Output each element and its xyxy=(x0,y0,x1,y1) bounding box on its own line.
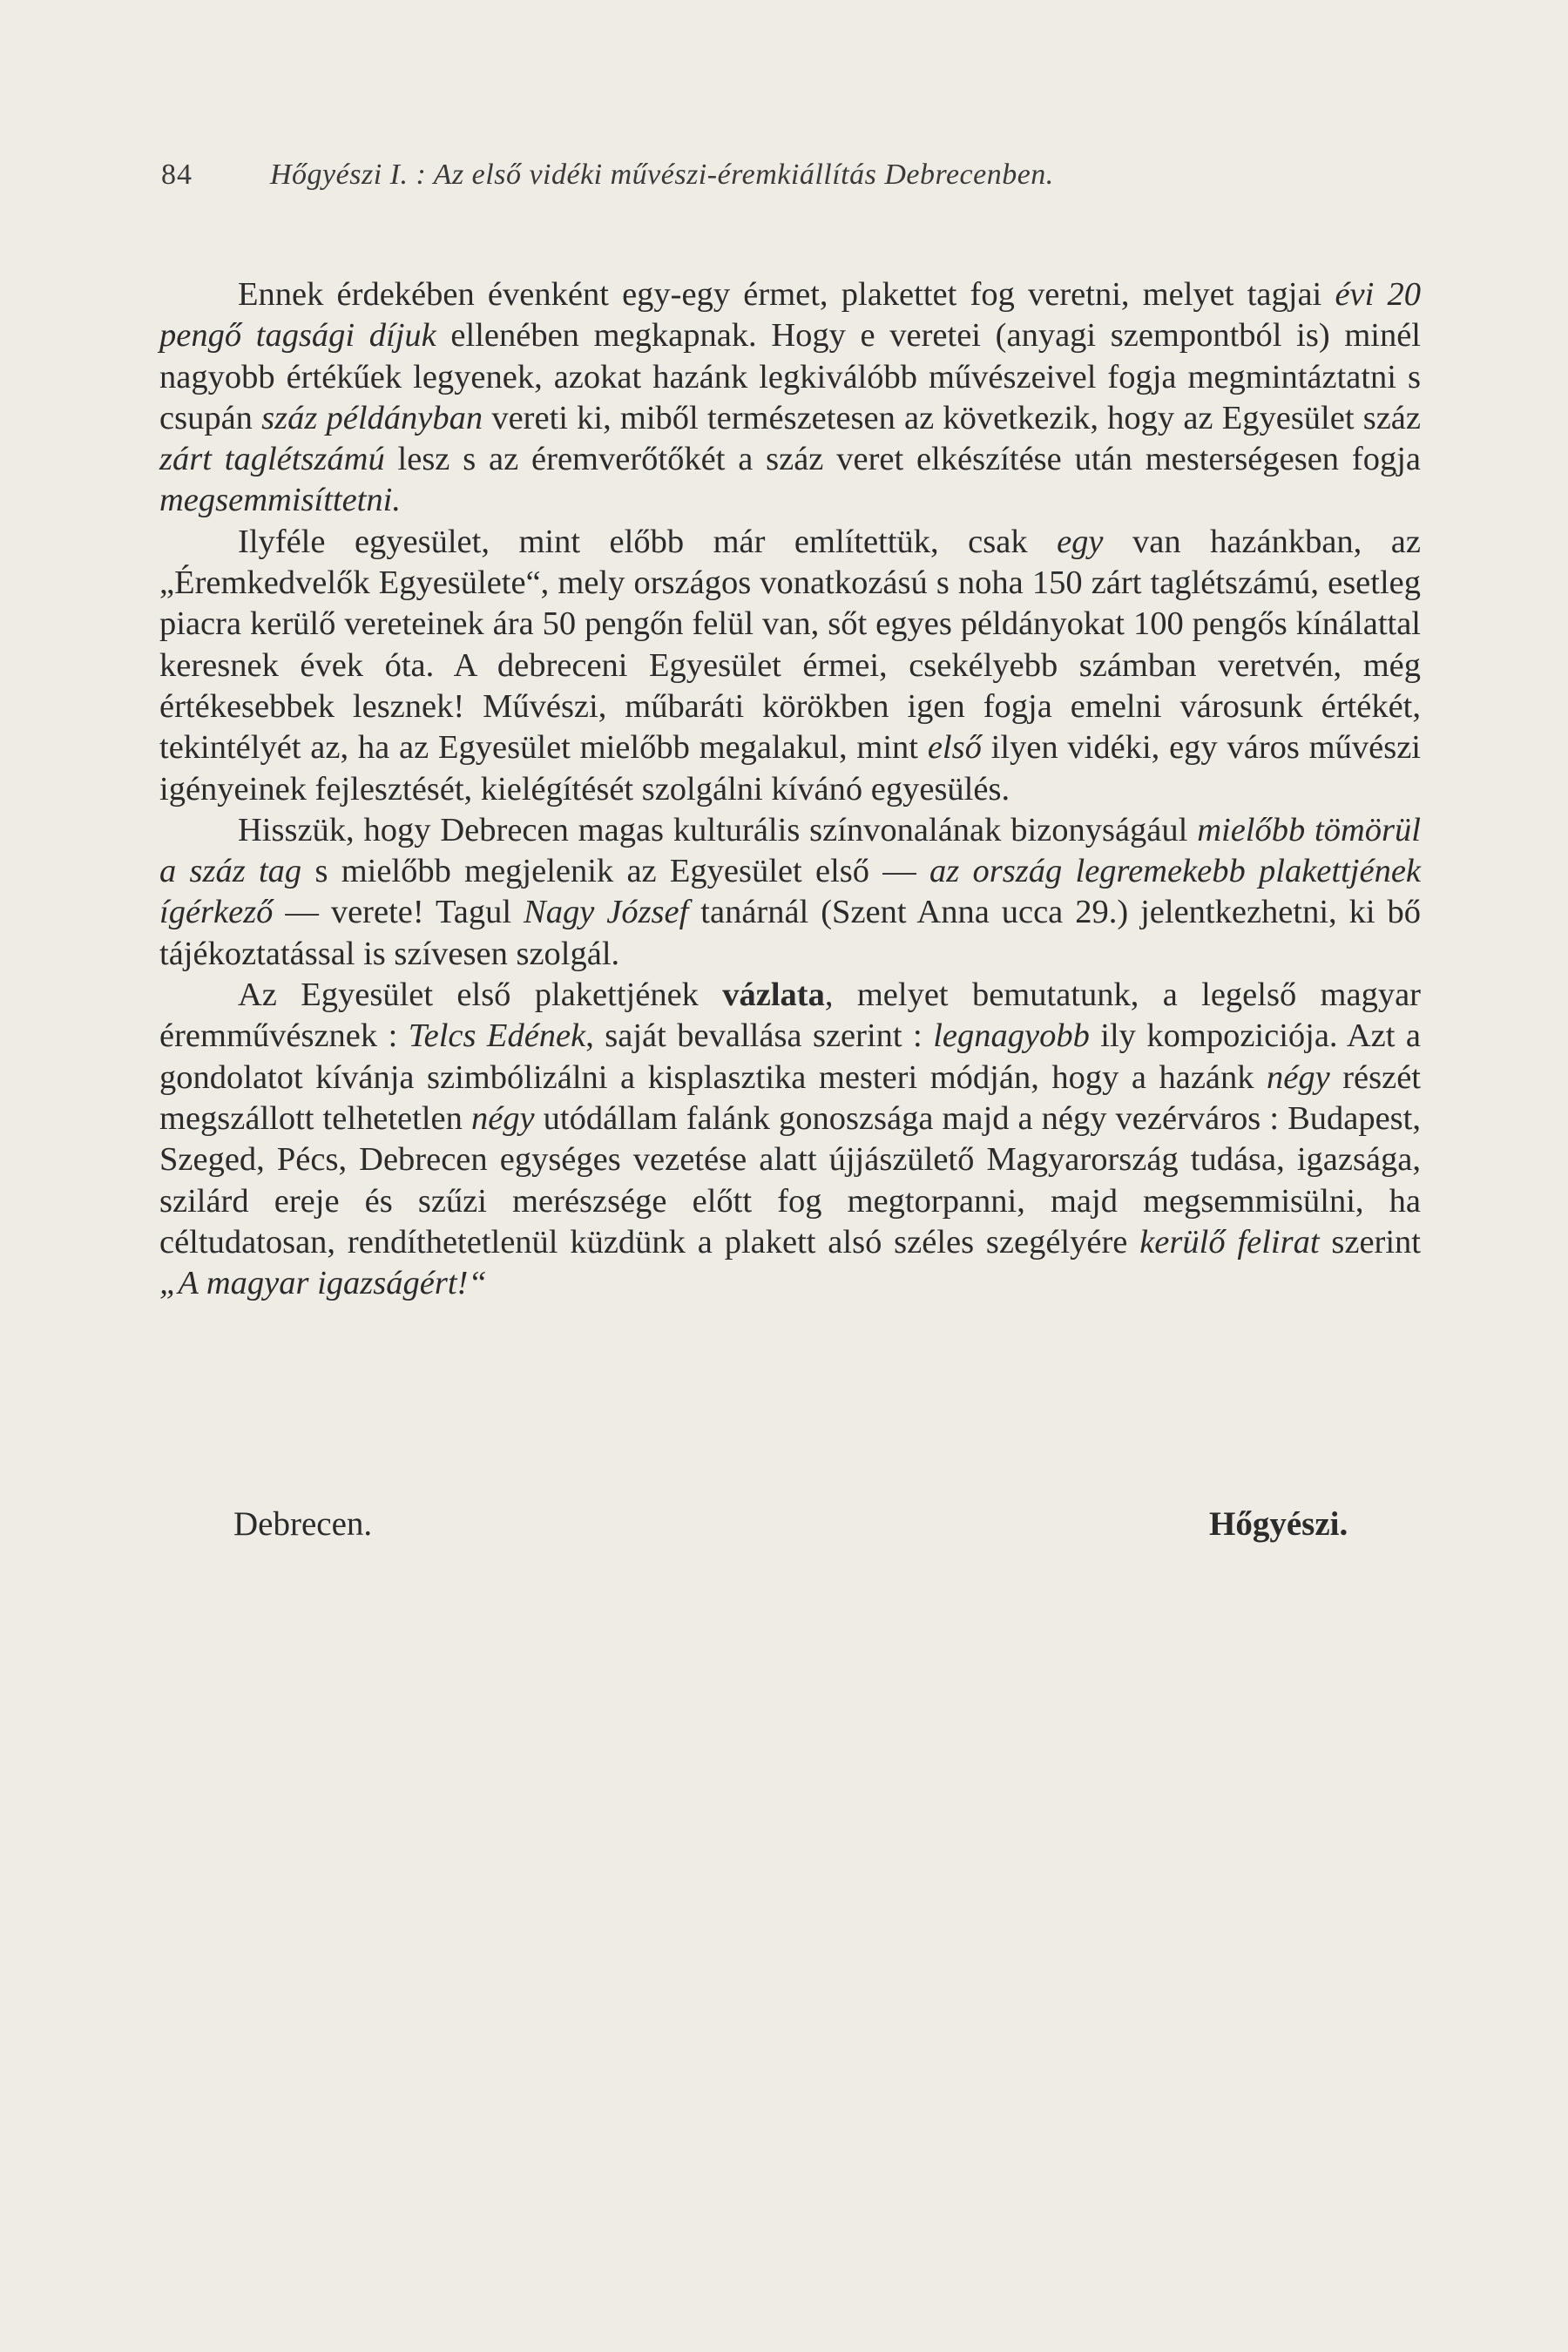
bold-span: vázlata xyxy=(722,977,825,1014)
italic-span: Telcs Edének xyxy=(408,1017,586,1055)
text-span: , saját bevallása szerint : xyxy=(585,1017,934,1055)
article-body xyxy=(159,274,1421,1304)
italic-span: mielőbb tömörül a száz tag xyxy=(159,811,1421,890)
text-span: , melyet bemutatunk, a legelső magyar éremművésznek : xyxy=(159,977,1421,1055)
text-span: ily kompoziciója. Azt a gondolatot kívánja szimbólizálni a kisplasztika mesteri módján, hogy a hazánk xyxy=(159,1017,1422,1096)
signature-place: Debrecen. xyxy=(233,1505,373,1543)
text-span: szerint xyxy=(1319,1223,1421,1260)
text-span: részét megszállott telhetetlen xyxy=(159,1058,1422,1137)
text-span: vereti ki, miből természetesen az következik, hogy az Egyesület száz xyxy=(483,399,1421,436)
text-span: Ilyféle egyesület, mint előbb már említettük, csak xyxy=(238,523,1058,560)
italic-span: Nagy József xyxy=(524,894,689,931)
italic-span: az ország legremekebb plakettjének ígérkező xyxy=(159,853,1421,931)
paragraph-1 xyxy=(159,274,1421,522)
running-title: Hőgyészi I. : Az első vidéki művészi-éremkiállítás Debrecenben. xyxy=(270,159,1054,191)
text-span: Ennek érdekében évenként egy-egy érmet, plakettet fog veretni, melyet tagjai xyxy=(238,276,1335,313)
italic-span: száz példányban xyxy=(261,399,483,436)
paragraph-4 xyxy=(159,975,1421,1304)
text-span: lesz s az éremverőtőkét a száz veret elkészítése után mesterségesen fogja xyxy=(384,441,1421,478)
text-span: Az Egyesület első plakettjének xyxy=(238,977,723,1014)
paragraph-2 xyxy=(159,522,1421,810)
italic-span: „A magyar igazságért!“ xyxy=(159,1265,487,1302)
running-header xyxy=(161,159,1433,192)
italic-span: négy xyxy=(1267,1058,1330,1096)
italic-span: évi 20 pengő tagsági díjuk xyxy=(159,276,1422,355)
page-number: 84 xyxy=(161,159,193,191)
text-span: — verete! Tagul xyxy=(273,894,524,931)
italic-span: megsemmisíttetni. xyxy=(159,482,401,519)
text-span: ilyen vidéki, egy város művészi igényeinek fejlesztését, kielégítését szolgálni kívánó egyesülés. xyxy=(159,729,1421,808)
text-span: s mielőbb megjelenik az Egyesület első — xyxy=(301,853,930,890)
paragraph-3 xyxy=(159,810,1421,975)
text-span: tanárnál (Szent Anna ucca 29.) jelentkezhetni, ki bő tájékoztatással is szívesen szolgál. xyxy=(159,894,1421,972)
italic-span: kerülő felirat xyxy=(1139,1223,1320,1260)
text-span: ellenében megkapnak. Hogy e veretei (anyagi szempontból is) minél nagyobb értékűek legyenek, azokat hazánk legkiválóbb művészeivel fogja megmintáztatni s csupán xyxy=(159,317,1421,436)
italic-span: legnagyobb xyxy=(933,1017,1090,1055)
italic-span: egy xyxy=(1057,523,1104,560)
italic-span: zárt taglétszámú xyxy=(159,441,385,478)
text-span: utódállam falánk gonoszsága majd a négy vezérváros : Budapest, Szeged, Pécs, Debrecen egységes vezetése alatt újjászülető Magyarország tudása, igazsága, szilárd ereje és szűzi merészsége előtt fog megtorpanni, majd megsemmisülni, ha céltudatosan, rendíthetetlenül küzdünk a plakett alsó széles szegélyére xyxy=(159,1099,1421,1260)
italic-span: első xyxy=(927,729,982,767)
text-span: Hisszük, hogy Debrecen magas kulturális színvonalának bizonyságául xyxy=(238,811,1198,848)
signature-author: Hőgyészi. xyxy=(1209,1505,1348,1543)
text-span: van hazánkban, az „Éremkedvelők Egyesülete“, mely országos vonatkozású s noha 150 zárt taglétszámú, esetleg piacra kerülő vereteinek ára 50 pengőn felül van, sőt egyes példányokat 100 pengős kínálattal keresnek évek óta. A debreceni Egyesület érmei, csekélyebb számban veretvén, még értékesebbek lesznek! Művészi, műbaráti körökben igen fogja emelni városunk értékét, tekintélyét az, ha az Egyesület mielőbb megalakul, mint xyxy=(159,523,1421,767)
italic-span: négy xyxy=(470,1099,535,1137)
